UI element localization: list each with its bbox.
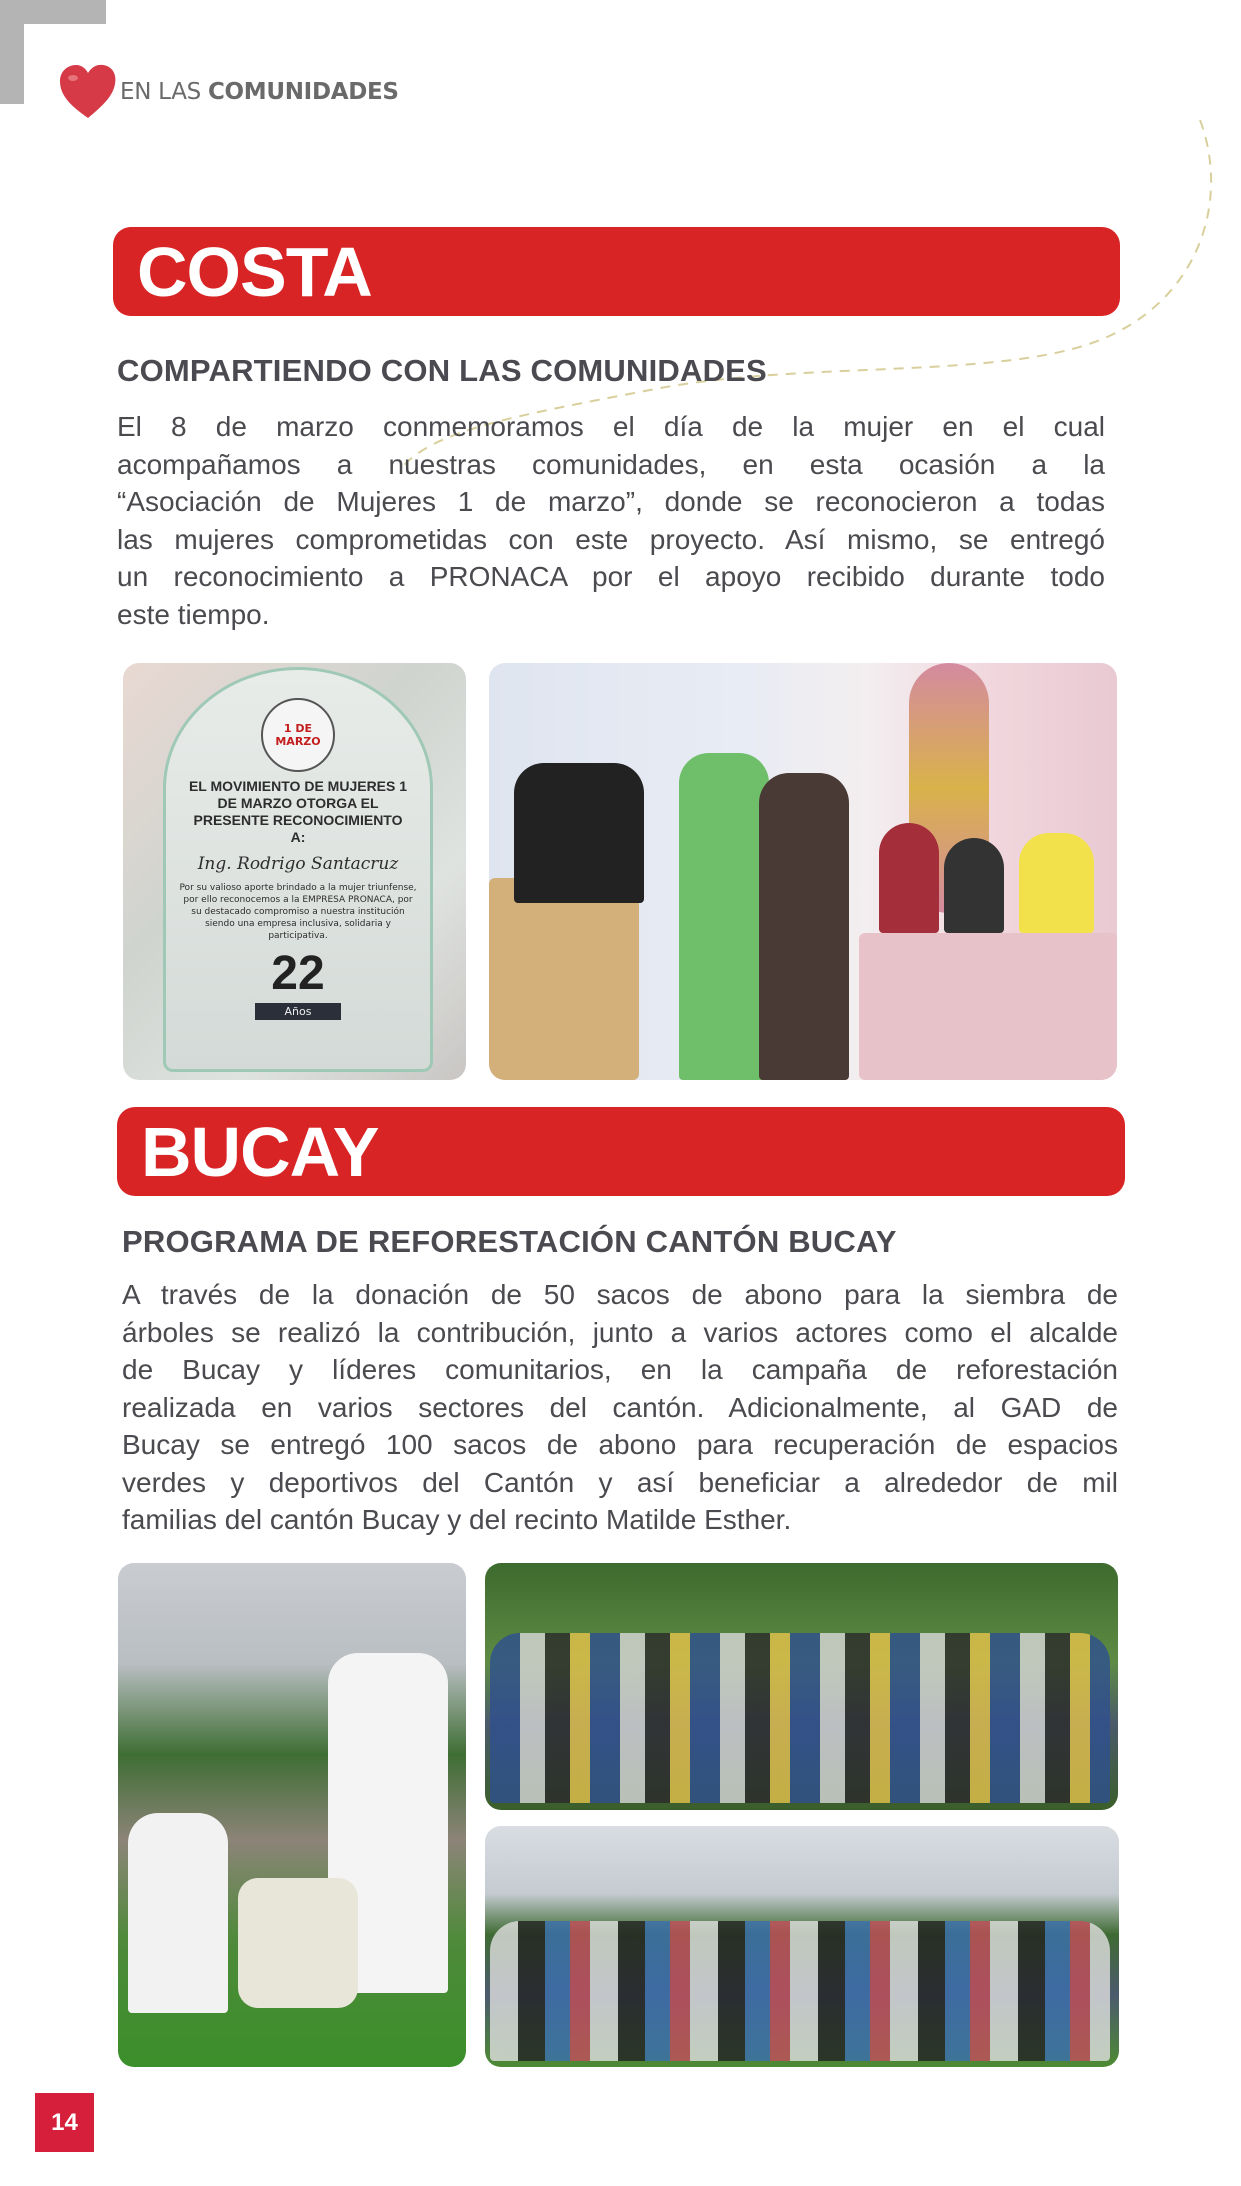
paragraph-line: “Asociación de Mujeres 1 de marzo”, donde se reconocieron a todas	[117, 486, 1105, 517]
paragraph-line: verdes y deportivos del Cantón y así beneficiar a alrededor de mil	[122, 1466, 1118, 1498]
section-subtitle: COMPARTIENDO CON LAS COMUNIDADES	[117, 353, 767, 388]
plaque-logo: 1 DE MARZO	[261, 698, 335, 772]
section-paragraph	[122, 1276, 1118, 1539]
paragraph-line: acompañamos a nuestras comunidades, en esta ocasión a la	[117, 448, 1105, 480]
plaque-years: 22	[271, 947, 325, 1000]
header-title	[120, 79, 399, 105]
plaque-years-label: Años	[255, 1003, 342, 1020]
paragraph-line: árboles se realizó la contribución, junto a varios actores como el alcalde	[122, 1316, 1118, 1348]
paragraph-line: las mujeres comprometidas con este proyecto. Así mismo, se entregó	[117, 523, 1105, 555]
paragraph-line: este tiempo.	[117, 598, 270, 630]
paragraph-line: familias del cantón Bucay y del recinto Matilde Esther.	[122, 1504, 792, 1535]
plaque-name: Ing. Rodrigo Santacruz	[197, 854, 399, 874]
corner-decoration	[0, 0, 24, 104]
paragraph-line: realizada en varios sectores del cantón. Adicionalmente, al GAD de	[122, 1391, 1118, 1423]
page-number: 14	[35, 2093, 94, 2152]
paragraph-line: de Bucay y líderes comunitarios, en la campaña de reforestación	[122, 1354, 1118, 1385]
heart-icon	[58, 64, 118, 120]
photo-reforestation-group	[485, 1563, 1118, 1810]
paragraph-line: El 8 de marzo conmemoramos el día de la mujer en el cual	[117, 411, 1105, 442]
header-bold: COMUNIDADES	[207, 79, 399, 105]
header-prefix: EN LAS	[120, 79, 208, 105]
plaque	[163, 667, 433, 1072]
photo-award-ceremony	[489, 663, 1117, 1080]
paragraph-line: un reconocimiento a PRONACA por el apoyo recibido durante todo	[117, 561, 1105, 592]
photo-community-group	[485, 1826, 1119, 2067]
paragraph-line: Bucay se entregó 100 sacos de abono para recuperación de espacios	[122, 1429, 1118, 1460]
photo-fertilizer-donation	[118, 1563, 466, 2067]
paragraph-line: A través de la donación de 50 sacos de abono para la siembra de	[122, 1279, 1118, 1310]
plaque-heading: EL MOVIMIENTO DE MUJERES 1 DE MARZO OTORGA EL PRESENTE RECONOCIMIENTO A:	[188, 778, 408, 845]
photo-recognition-plaque	[123, 663, 466, 1080]
plaque-body: Por su valioso aporte brindado a la mujer triunfense, por ello reconocemos a la EMPRESA PRONACA, por su destacado compromiso a nuestra institución siendo una empresa inclusiva, solidaria y participativa.	[179, 883, 417, 941]
section-header	[58, 64, 399, 120]
section-banner-costa: COSTA	[113, 227, 1120, 316]
section-subtitle: PROGRAMA DE REFORESTACIÓN CANTÓN BUCAY	[122, 1224, 897, 1259]
section-paragraph	[117, 408, 1105, 633]
section-banner-bucay: BUCAY	[117, 1107, 1125, 1196]
